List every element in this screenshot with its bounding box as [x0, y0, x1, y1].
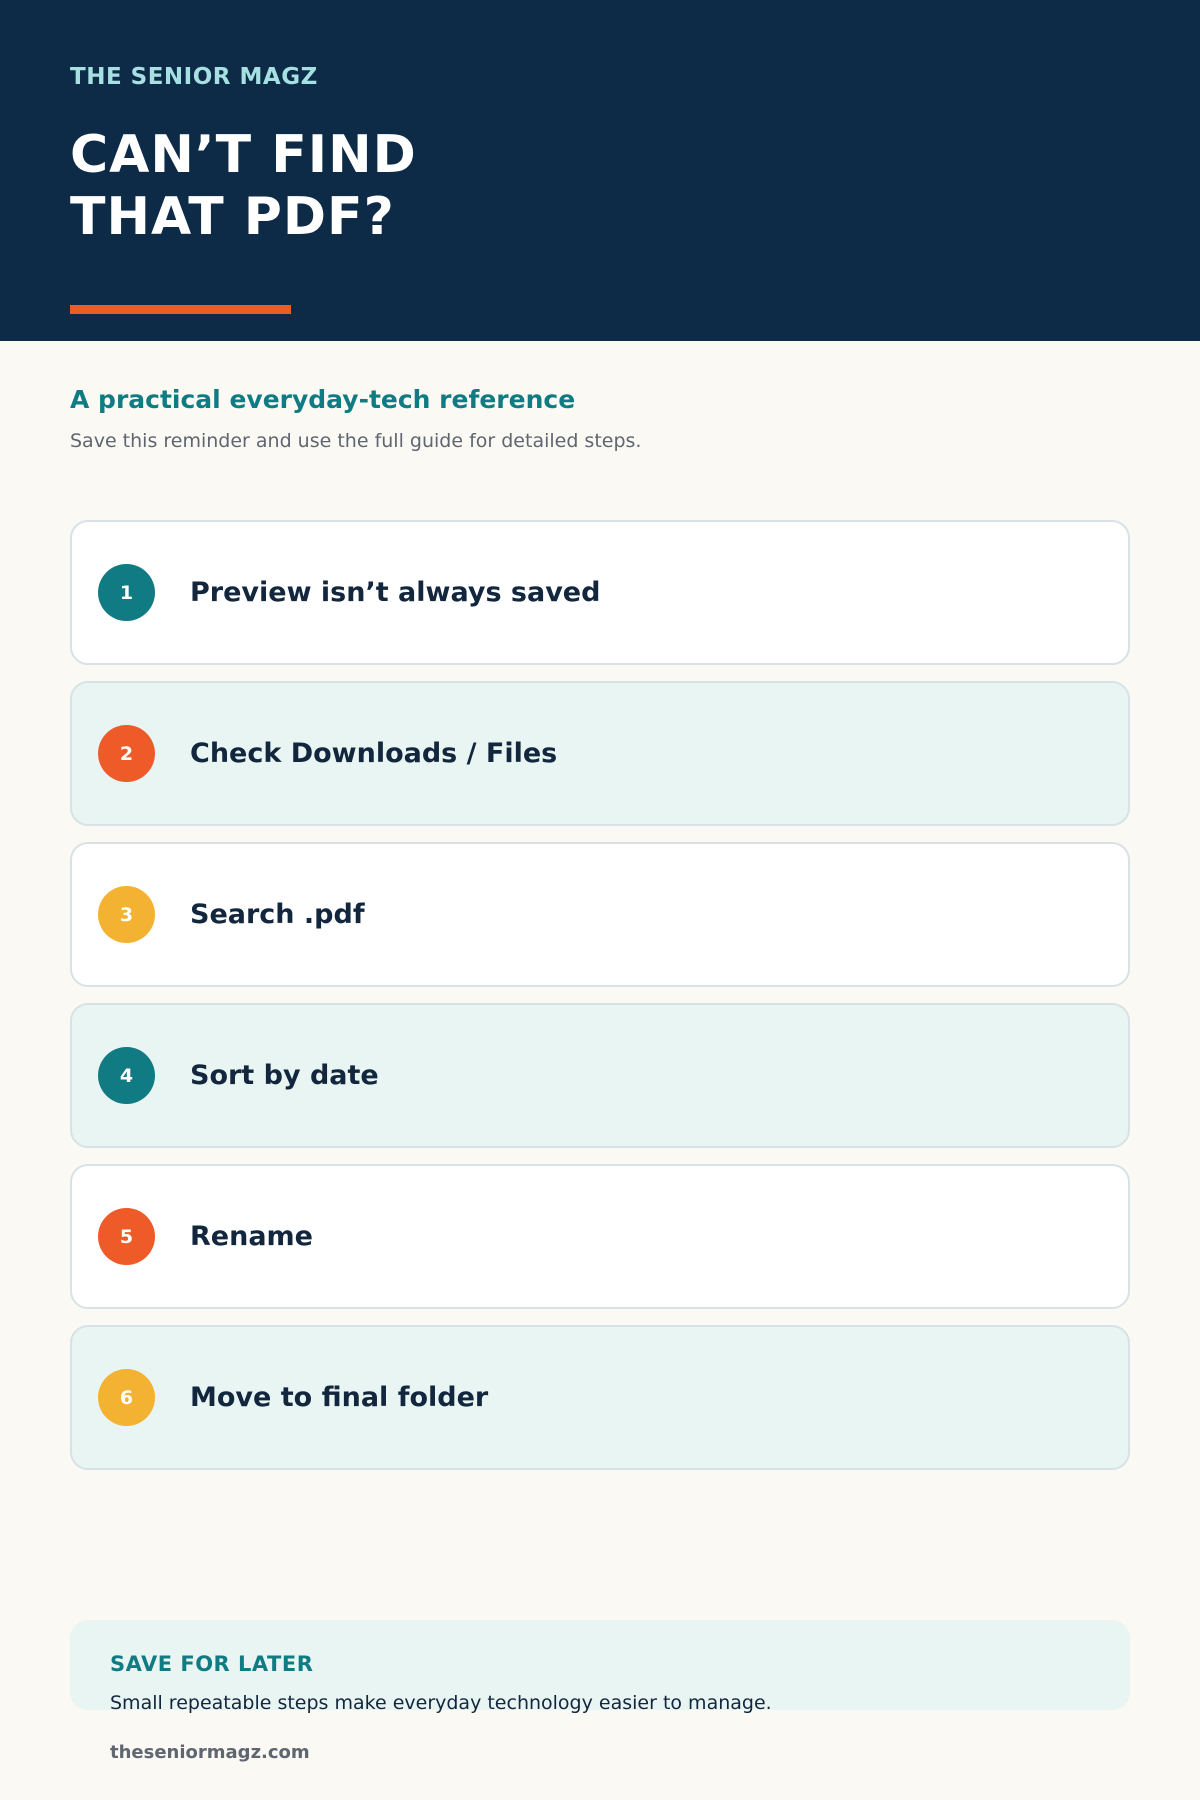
step-label: Check Downloads / Files	[190, 738, 558, 769]
step-card-6	[70, 1325, 1130, 1470]
header-banner	[0, 0, 1200, 341]
step-card-5	[70, 1164, 1130, 1309]
step-number-badge: 4	[98, 1047, 155, 1104]
step-label: Preview isn’t always saved	[190, 577, 601, 608]
step-label: Sort by date	[190, 1060, 379, 1091]
step-card-3	[70, 842, 1130, 987]
steps-list	[70, 520, 1130, 1486]
step-card-4	[70, 1003, 1130, 1148]
step-number-badge: 6	[98, 1369, 155, 1426]
step-number-badge: 5	[98, 1208, 155, 1265]
brand-name: THE SENIOR MAGZ	[70, 64, 318, 90]
step-number-badge: 1	[98, 564, 155, 621]
headline-line-2: THAT PDF?	[70, 187, 395, 247]
step-label: Move to final folder	[190, 1382, 489, 1413]
site-url: theseniormagz.com	[110, 1742, 310, 1763]
step-label: Search .pdf	[190, 899, 365, 930]
save-for-later-title: SAVE FOR LATER	[110, 1652, 314, 1676]
step-label: Rename	[190, 1221, 313, 1252]
intro-subtitle: Save this reminder and use the full guide for detailed steps.	[70, 430, 642, 452]
intro-title: A practical everyday-tech reference	[70, 385, 576, 414]
headline-line-1: CAN’T FIND	[70, 125, 417, 185]
page-title	[70, 124, 417, 248]
step-number-badge: 2	[98, 725, 155, 782]
save-for-later-text: Small repeatable steps make everyday technology easier to manage.	[110, 1692, 772, 1714]
step-card-1	[70, 520, 1130, 665]
step-number-badge: 3	[98, 886, 155, 943]
accent-divider	[70, 305, 291, 314]
step-card-2	[70, 681, 1130, 826]
